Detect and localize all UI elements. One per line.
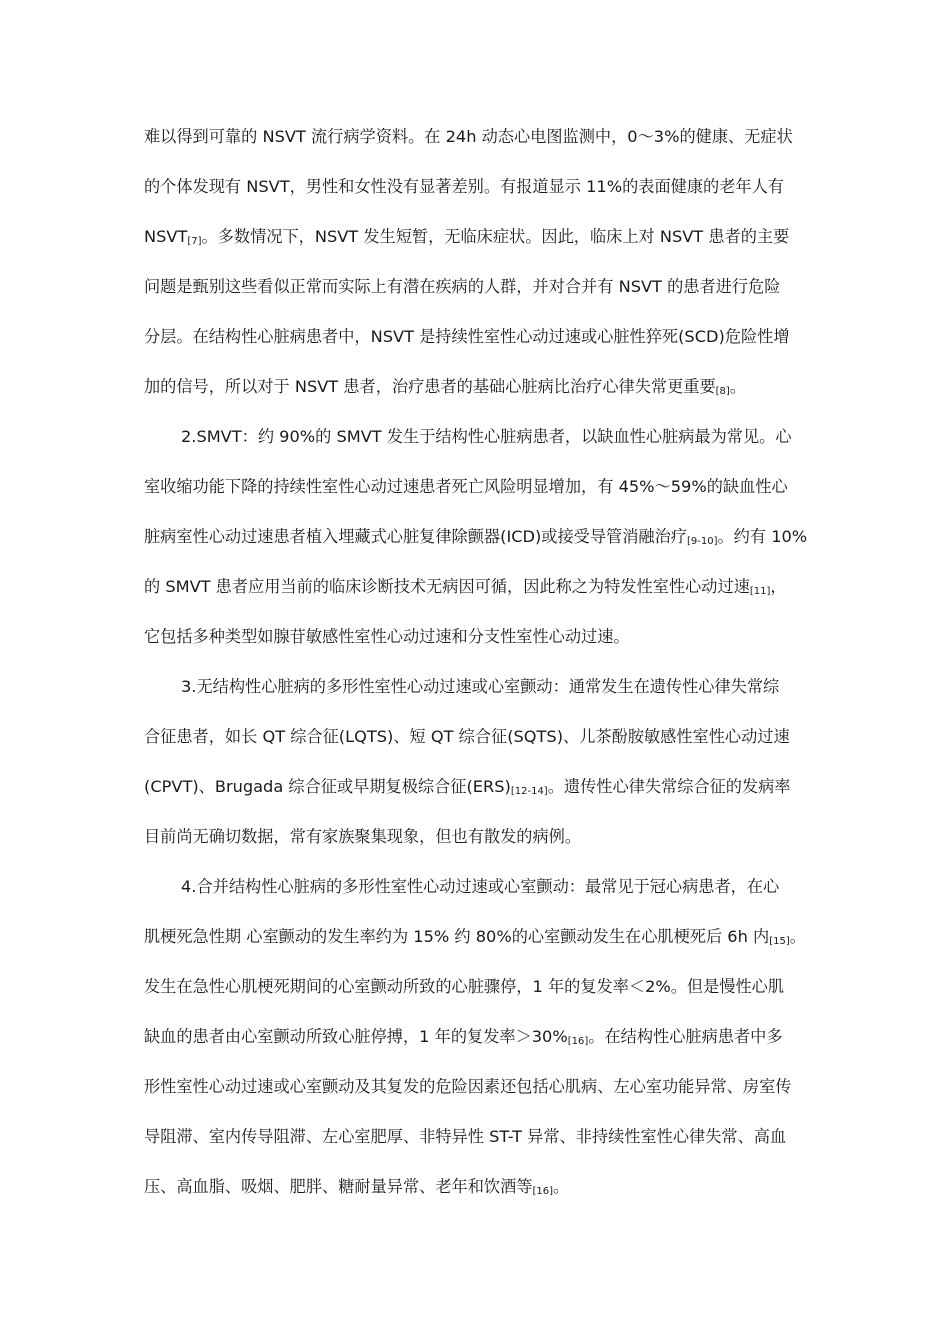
line-tail: 。多数情况下，NSVT 发生短暂，无临床症状。因此，临床上对 NSVT 患者的主要	[201, 227, 790, 246]
line-text: 问题是甄别这些看似正常而实际上有潜在疾病的人群，并对合并有 NSVT 的患者进行危险	[144, 277, 781, 296]
text-line	[144, 1019, 824, 1069]
line-text: 加的信号，所以对于 NSVT 患者，治疗患者的基础心脏病比治疗心律失常更重要	[144, 377, 716, 396]
citation-ref: [16]	[567, 1036, 589, 1047]
text-line	[144, 919, 824, 969]
citation-ref: [8]	[715, 386, 730, 397]
text-line	[144, 569, 824, 619]
line-text: 的个体发现有 NSVT，男性和女性没有显著差别。有报道显示 11%的表面健康的老年人有	[144, 177, 784, 196]
text-line	[144, 719, 824, 769]
paragraph-start-line	[144, 419, 824, 469]
line-tail: 。约有 10%	[717, 527, 808, 546]
citation-ref: [12-14]	[510, 786, 548, 797]
line-tail: ，	[770, 577, 787, 596]
line-text: 目前尚无确切数据，常有家族聚集现象，但也有散发的病例。	[144, 827, 582, 846]
text-line	[144, 369, 824, 419]
text-line	[144, 619, 824, 669]
citation-ref: [9-10]	[686, 536, 718, 547]
text-line	[144, 1069, 824, 1119]
line-text: 2.SMVT：约 90%的 SMVT 发生于结构性心脏病患者，以缺血性心脏病最为常见。心	[181, 427, 792, 446]
line-text: 压、高血脂、吸烟、肥胖、糖耐量异常、老年和饮酒等	[144, 1177, 533, 1196]
line-tail: 。	[553, 1177, 570, 1196]
body-text	[144, 119, 824, 1219]
line-text: 导阻滞、室内传导阻滞、左心室肥厚、非特异性 ST-T 异常、非持续性室性心律失常、高血	[144, 1127, 787, 1146]
line-text: 发生在急性心肌梗死期间的心室颤动所致的心脏骤停，1 年的复发率＜2%。但是慢性心肌	[144, 977, 785, 996]
line-text: 3.无结构性心脏病的多形性室性心动过速或心室颤动：通常发生在遗传性心律失常综	[181, 677, 780, 696]
line-text: 难以得到可靠的 NSVT 流行病学资料。在 24h 动态心电图监测中，0～3%的健康、无症状	[144, 127, 793, 146]
text-line	[144, 219, 824, 269]
text-line	[144, 119, 824, 169]
text-line	[144, 269, 824, 319]
text-line	[144, 769, 824, 819]
text-line	[144, 969, 824, 1019]
text-line	[144, 169, 824, 219]
line-text: 的 SMVT 患者应用当前的临床诊断技术无病因可循，因此称之为特发性室性心动过速	[144, 577, 750, 596]
text-line	[144, 1169, 824, 1219]
line-tail: 。	[729, 377, 746, 396]
text-line	[144, 1119, 824, 1169]
line-tail: 。在结构性心脏病患者中多	[588, 1027, 783, 1046]
text-line	[144, 469, 824, 519]
paragraph-start-line	[144, 869, 824, 919]
text-line	[144, 519, 824, 569]
line-text: 室收缩功能下降的持续性室性心动过速患者死亡风险明显增加，有 45%～59%的缺血性心	[144, 477, 788, 496]
line-text: 肌梗死急性期 心室颤动的发生率约为 15% 约 80%的心室颤动发生在心肌梗死后 6h 内	[144, 927, 770, 946]
line-text: 形性室性心动过速或心室颤动及其复发的危险因素还包括心肌病、左心室功能异常、房室传	[144, 1077, 792, 1096]
citation-ref: [16]	[532, 1186, 554, 1197]
line-tail: 。	[789, 927, 806, 946]
citation-ref: [11]	[749, 586, 771, 597]
text-line	[144, 319, 824, 369]
line-text: NSVT	[144, 227, 188, 246]
line-text: 合征患者，如长 QT 综合征(LQTS)、短 QT 综合征(SQTS)、儿茶酚胺敏感性室性心动过速	[144, 727, 790, 746]
line-tail: 。遗传性心律失常综合征的发病率	[547, 777, 791, 796]
line-text: 分层。在结构性心脏病患者中，NSVT 是持续性室性心动过速或心脏性猝死(SCD)危险性增	[144, 327, 790, 346]
line-text: 缺血的患者由心室颤动所致心脏停搏，1 年的复发率＞30%	[144, 1027, 568, 1046]
paragraph-start-line	[144, 669, 824, 719]
citation-ref: [7]	[187, 236, 202, 247]
line-text: (CPVT)、Brugada 综合征或早期复极综合征(ERS)	[144, 777, 511, 796]
line-text: 它包括多种类型如腺苷敏感性室性心动过速和分支性室性心动过速。	[144, 627, 630, 646]
text-line	[144, 819, 824, 869]
citation-ref: [15]	[769, 936, 790, 947]
line-text: 脏病室性心动过速患者植入埋藏式心脏复律除颤器(ICD)或接受导管消融治疗	[144, 527, 687, 546]
line-text: 4.合并结构性心脏病的多形性室性心动过速或心室颤动：最常见于冠心病患者，在心	[181, 877, 780, 896]
